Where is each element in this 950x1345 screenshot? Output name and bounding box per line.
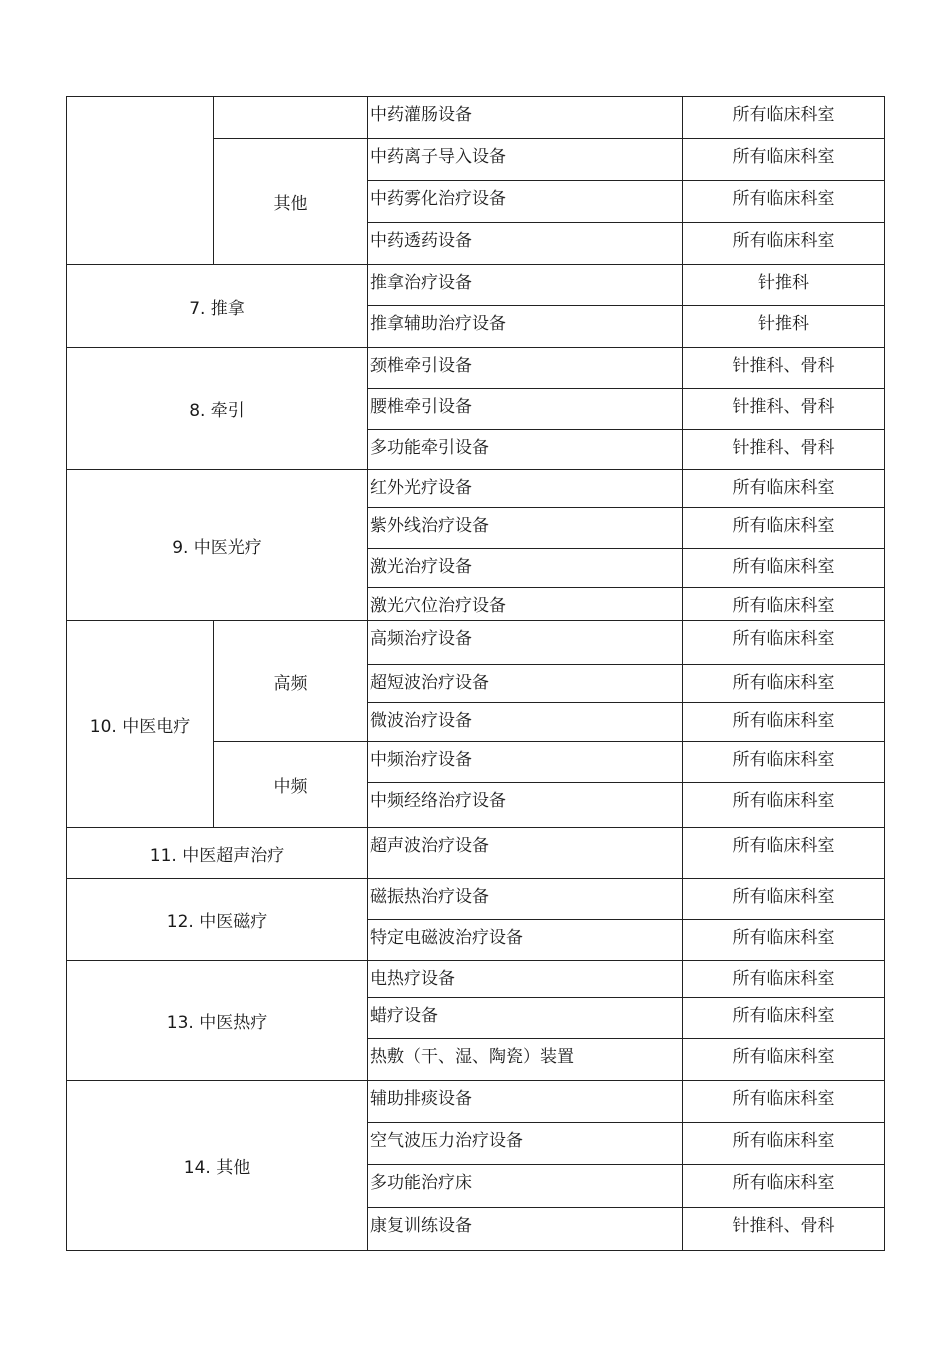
subcategory-cell: 中频 (214, 742, 368, 828)
item-name: 推拿辅助治疗设备 (368, 306, 683, 348)
item-name: 中药透药设备 (368, 223, 683, 265)
item-name: 康复训练设备 (368, 1208, 683, 1251)
item-name: 中频经络治疗设备 (368, 783, 683, 828)
table-row (67, 961, 885, 998)
department: 所有临床科室 (683, 1123, 885, 1165)
department: 所有临床科室 (683, 181, 885, 223)
item-name: 蜡疗设备 (368, 998, 683, 1039)
department: 所有临床科室 (683, 621, 885, 665)
department: 针推科 (683, 265, 885, 306)
department: 所有临床科室 (683, 508, 885, 549)
department: 针推科 (683, 306, 885, 348)
department: 所有临床科室 (683, 998, 885, 1039)
table-row (67, 828, 885, 879)
item-name: 红外光疗设备 (368, 470, 683, 508)
item-name: 电热疗设备 (368, 961, 683, 998)
department: 所有临床科室 (683, 97, 885, 139)
category-cell: 10. 中医电疗 (67, 621, 214, 828)
department: 所有临床科室 (683, 549, 885, 588)
item-name: 激光穴位治疗设备 (368, 588, 683, 621)
category-cell: 7. 推拿 (67, 265, 368, 348)
item-name: 激光治疗设备 (368, 549, 683, 588)
department: 所有临床科室 (683, 879, 885, 920)
item-name: 腰椎牵引设备 (368, 389, 683, 430)
item-name: 多功能治疗床 (368, 1165, 683, 1208)
item-name: 中药灌肠设备 (368, 97, 683, 139)
category-cell: 13. 中医热疗 (67, 961, 368, 1081)
department: 所有临床科室 (683, 742, 885, 783)
item-name: 超短波治疗设备 (368, 665, 683, 703)
department: 针推科、骨科 (683, 430, 885, 470)
item-name: 空气波压力治疗设备 (368, 1123, 683, 1165)
department: 所有临床科室 (683, 703, 885, 742)
department: 所有临床科室 (683, 665, 885, 703)
item-name: 磁振热治疗设备 (368, 879, 683, 920)
item-name: 微波治疗设备 (368, 703, 683, 742)
item-name: 中药离子导入设备 (368, 139, 683, 181)
category-cell: 9. 中医光疗 (67, 470, 368, 621)
department: 所有临床科室 (683, 1081, 885, 1123)
item-name: 辅助排痰设备 (368, 1081, 683, 1123)
category-cell (67, 97, 214, 265)
item-name: 中药雾化治疗设备 (368, 181, 683, 223)
department: 所有临床科室 (683, 1039, 885, 1081)
table-row (67, 348, 885, 389)
department: 针推科、骨科 (683, 389, 885, 430)
item-name: 颈椎牵引设备 (368, 348, 683, 389)
table-row (67, 97, 885, 139)
table-row (67, 879, 885, 920)
table-row (67, 470, 885, 508)
department: 针推科、骨科 (683, 1208, 885, 1251)
department: 所有临床科室 (683, 139, 885, 181)
department: 所有临床科室 (683, 470, 885, 508)
category-cell: 8. 牵引 (67, 348, 368, 470)
category-cell: 12. 中医磁疗 (67, 879, 368, 961)
table-row (67, 1081, 885, 1123)
department: 所有临床科室 (683, 828, 885, 879)
table-row (67, 621, 885, 665)
department: 针推科、骨科 (683, 348, 885, 389)
category-cell: 14. 其他 (67, 1081, 368, 1251)
department: 所有临床科室 (683, 588, 885, 621)
department: 所有临床科室 (683, 961, 885, 998)
subcategory-cell: 其他 (214, 139, 368, 265)
table-row (67, 265, 885, 306)
item-name: 多功能牵引设备 (368, 430, 683, 470)
subcategory-cell: 高频 (214, 621, 368, 742)
department: 所有临床科室 (683, 223, 885, 265)
item-name: 超声波治疗设备 (368, 828, 683, 879)
department: 所有临床科室 (683, 783, 885, 828)
item-name: 热敷（干、湿、陶瓷）装置 (368, 1039, 683, 1081)
subcategory-cell (214, 97, 368, 139)
item-name: 特定电磁波治疗设备 (368, 920, 683, 961)
category-cell: 11. 中医超声治疗 (67, 828, 368, 879)
item-name: 紫外线治疗设备 (368, 508, 683, 549)
department: 所有临床科室 (683, 1165, 885, 1208)
department: 所有临床科室 (683, 920, 885, 961)
equipment-table (66, 96, 885, 1251)
item-name: 推拿治疗设备 (368, 265, 683, 306)
item-name: 中频治疗设备 (368, 742, 683, 783)
item-name: 高频治疗设备 (368, 621, 683, 665)
